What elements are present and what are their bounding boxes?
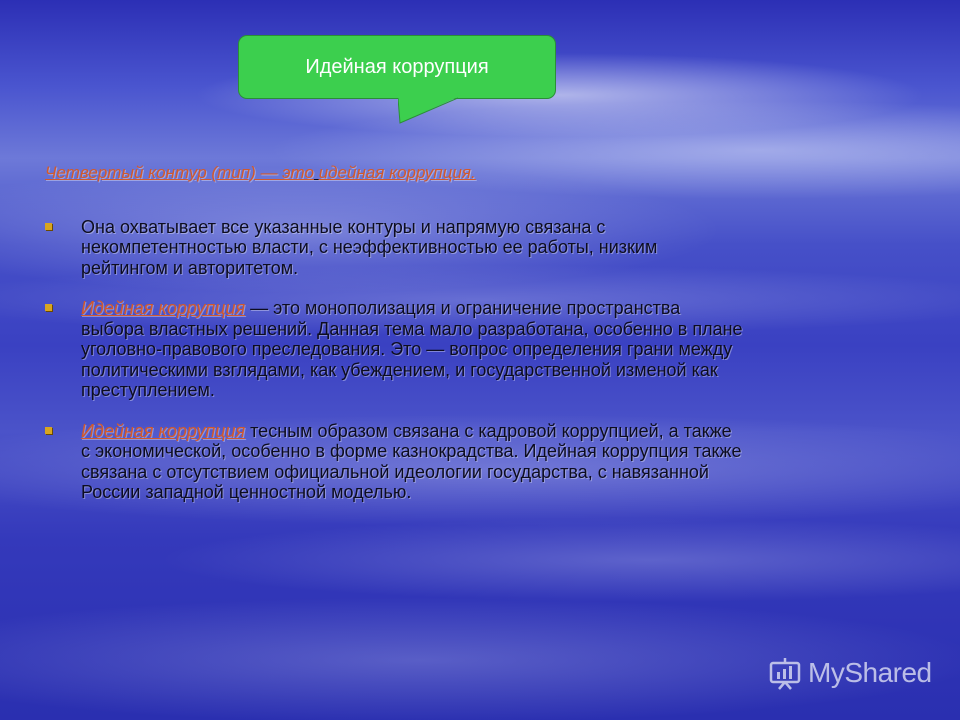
bullet-text: тесным образом связана с кадровой коррупцией, а также с экономической, особенно в форме казнокрадства. Идейная коррупция также связана с отсутствием официальной идеологии государства, с навязанной России западной ценностной моделью.	[81, 420, 742, 502]
slide-body	[45, 163, 745, 523]
watermark-text: MyShared	[808, 657, 932, 688]
bullet-text: Она охватывает все указанные контуры и напрямую связана с некомпетентностью власти, с неэффективностью ее работы, низким рейтингом и авторитетом.	[81, 216, 658, 278]
callout-title: Идейная коррупция	[305, 55, 489, 78]
bullet-square-icon	[45, 223, 52, 230]
watermark-logo	[768, 656, 932, 690]
bullet-item-2	[45, 298, 745, 401]
heading-link-contour[interactable]: Четвертый контур (тип) — это	[45, 163, 314, 182]
bullet-item-1	[45, 217, 745, 279]
bullet-link[interactable]: Идейная коррупция	[81, 298, 246, 318]
presentation-board-icon	[768, 656, 802, 690]
bullet-item-3	[45, 421, 745, 503]
slide-heading	[45, 163, 745, 184]
bullet-text: — это монополизация и ограничение пространства выбора властных решений. Данная тема мало разработана, особенно в плане уголовно-правового преследования. Это — вопрос определения грани между политическими взглядами, как убеждением, и государственной изменой как преступлением.	[81, 298, 743, 400]
heading-link-ideological-corruption[interactable]: идейная коррупция.	[318, 163, 476, 182]
callout-tail	[398, 97, 458, 125]
callout-bubble	[238, 35, 556, 99]
bullet-square-icon	[45, 427, 52, 434]
bullet-square-icon	[45, 304, 52, 311]
bullet-link[interactable]: Идейная коррупция	[81, 420, 246, 441]
